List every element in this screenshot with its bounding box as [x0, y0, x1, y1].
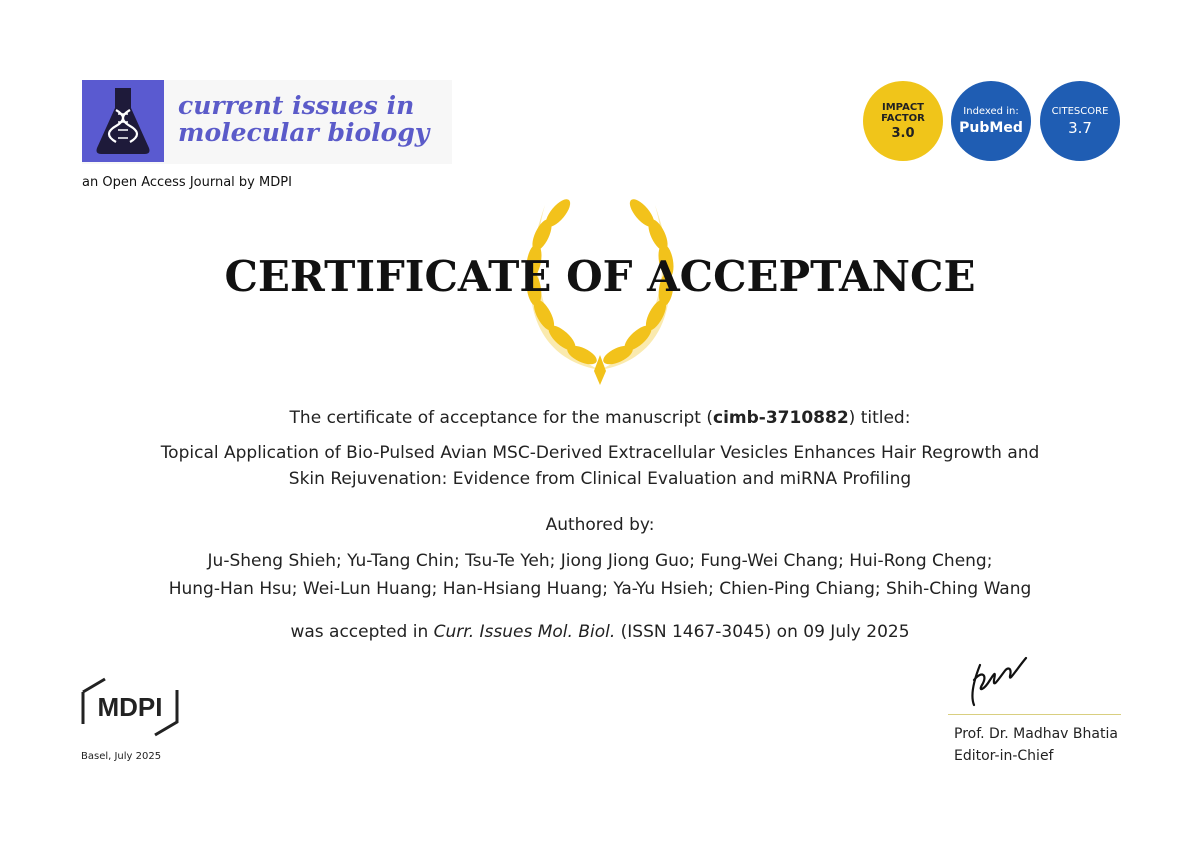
journal-abbrev: Curr. Issues Mol. Biol. [433, 622, 616, 642]
journal-logo [82, 80, 452, 164]
intro-line [0, 408, 1200, 428]
intro-prefix: The certificate of acceptance for the manuscript ( [289, 408, 713, 428]
manuscript-title: Topical Application of Bio-Pulsed Avian MSC-Derived Extracellular Vesicles Enhances Hair Regrowth and Skin Rejuvenation: Evidence from Clinical Evaluation and miRNA Profiling [160, 443, 1040, 489]
pubmed-badge [951, 81, 1031, 161]
place-date: Basel, July 2025 [81, 751, 162, 762]
editor-name: Prof. Dr. Madhav Bhatia [954, 726, 1118, 742]
flask-dna-icon [82, 80, 164, 162]
accepted-line [0, 622, 1200, 642]
journal-name: current issues in molecular biology [178, 91, 430, 147]
accepted-prefix: was accepted in [290, 622, 434, 642]
certificate-title: CERTIFICATE OF ACCEPTANCE [224, 252, 976, 301]
signature [960, 650, 1035, 715]
authors-list [150, 547, 1050, 603]
publisher-line: an Open Access Journal by MDPI [82, 175, 292, 190]
mdpi-logo-text: MDPI [97, 692, 163, 722]
citescore-badge [1040, 81, 1120, 161]
authors-line-1: Ju-Sheng Shieh; Yu-Tang Chin; Tsu-Te Yeh; Jiong Jiong Guo; Fung-Wei Chang; Hui-Rong Cheng; [207, 551, 993, 571]
impact-label-1: IMPACT [882, 101, 924, 113]
mdpi-logo [80, 676, 180, 738]
citescore-label: CITESCORE [1051, 105, 1109, 117]
accepted-suffix: (ISSN 1467-3045) on 09 July 2025 [615, 622, 910, 642]
manuscript-id: cimb-3710882 [713, 408, 849, 428]
pubmed-value: PubMed [959, 120, 1023, 136]
impact-factor-badge [863, 81, 943, 161]
intro-suffix: ) titled: [848, 408, 911, 428]
pubmed-label: Indexed in: [963, 106, 1019, 117]
citescore-value: 3.7 [1068, 118, 1092, 137]
editor-role: Editor-in-Chief [954, 748, 1054, 764]
impact-value: 3.0 [891, 125, 915, 141]
authored-label: Authored by: [545, 515, 655, 535]
signature-line [948, 714, 1121, 715]
authors-line-2: Hung-Han Hsu; Wei-Lun Huang; Han-Hsiang Huang; Ya-Yu Hsieh; Chien-Ping Chiang; Shih-Ching Wang [168, 579, 1032, 599]
impact-label-2: FACTOR [881, 112, 925, 124]
